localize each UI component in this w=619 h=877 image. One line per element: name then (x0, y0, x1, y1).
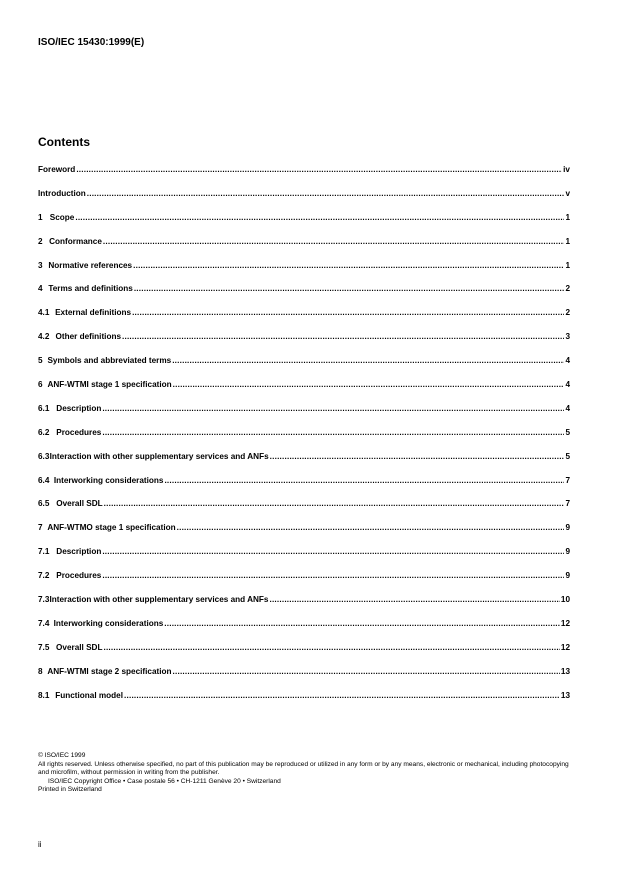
toc-dot-leader (75, 213, 564, 222)
toc-entry-page: 9 (565, 571, 570, 581)
toc-entry-number: 7.2 (38, 571, 50, 581)
toc-entry-page: 2 (565, 308, 570, 318)
toc-dot-leader (102, 571, 564, 580)
toc-entry-title: Description (56, 403, 102, 413)
toc-entry[interactable] (38, 523, 570, 547)
table-of-contents (38, 165, 570, 714)
toc-dot-leader (164, 619, 560, 628)
toc-entry-number: 8 (38, 666, 43, 676)
toc-dot-leader (173, 380, 565, 389)
copyright-line: © ISO/IEC 1999 (38, 752, 86, 759)
toc-entry-number: 6 (38, 380, 43, 390)
toc-entry[interactable] (38, 332, 570, 356)
toc-entry[interactable] (38, 619, 570, 643)
toc-entry[interactable] (38, 667, 570, 691)
toc-entry-page: 7 (565, 499, 570, 509)
toc-entry-page: 7 (565, 475, 570, 485)
toc-entry-page: 12 (560, 618, 570, 628)
toc-dot-leader (102, 428, 564, 437)
toc-entry[interactable] (38, 476, 570, 500)
toc-entry-page: 9 (565, 547, 570, 557)
toc-entry-title: Interworking considerations (53, 475, 164, 485)
toc-dot-leader (164, 476, 564, 485)
toc-entry[interactable] (38, 404, 570, 428)
contents-heading: Contents (38, 135, 90, 149)
toc-entry[interactable] (38, 428, 570, 452)
toc-dot-leader (102, 404, 564, 413)
toc-entry-title: Interaction with other supplementary services and ANFs (49, 451, 269, 461)
toc-entry-title: Overall SDL (56, 642, 103, 652)
toc-entry-page: 12 (560, 642, 570, 652)
toc-entry-title: Other definitions (55, 332, 121, 342)
toc-entry-number: 6.4 (38, 475, 50, 485)
toc-entry-title: Introduction (38, 188, 86, 198)
toc-dot-leader (103, 237, 565, 246)
toc-entry-page: 13 (560, 666, 570, 676)
toc-entry-page: 5 (565, 427, 570, 437)
toc-entry-page: v (565, 188, 570, 198)
toc-entry-number: 3 (38, 260, 43, 270)
toc-entry[interactable] (38, 356, 570, 380)
toc-entry-page: 1 (565, 260, 570, 270)
rights-notice: All rights reserved. Unless otherwise specified, no part of this publication may be reproduced or utilized in any form or by any means, electronic or mechanical, including photocopying and microfilm, without permission in writing from the publisher. (38, 760, 569, 777)
toc-entry-page: 3 (565, 332, 570, 342)
page-number: ii (38, 840, 42, 849)
toc-entry-title: Scope (49, 212, 75, 222)
toc-entry-number: 6.3 (38, 451, 50, 461)
toc-entry-title: Functional model (55, 690, 124, 700)
toc-entry-number: 4.1 (38, 308, 50, 318)
toc-entry-number: 4.2 (38, 332, 50, 342)
toc-dot-leader (269, 595, 559, 604)
toc-entry-number: 8.1 (38, 690, 50, 700)
toc-entry-page: iv (563, 165, 570, 174)
toc-entry[interactable] (38, 571, 570, 595)
toc-entry-page: 1 (565, 236, 570, 246)
toc-entry[interactable] (38, 308, 570, 332)
toc-entry-title: Procedures (56, 427, 102, 437)
toc-entry-title: External definitions (55, 308, 132, 318)
toc-entry-title: ANF-WTMO stage 1 specification (47, 523, 176, 533)
toc-dot-leader (76, 165, 562, 174)
toc-entry-title: Terms and definitions (48, 284, 133, 294)
toc-dot-leader (134, 284, 565, 293)
toc-entry-title: Symbols and abbreviated terms (47, 356, 172, 366)
toc-dot-leader (87, 189, 565, 198)
toc-dot-leader (124, 691, 560, 700)
toc-entry-page: 13 (560, 690, 570, 700)
toc-entry-title: Interworking considerations (53, 618, 164, 628)
toc-entry-title: Overall SDL (56, 499, 103, 509)
toc-entry[interactable] (38, 237, 570, 261)
copyright-office-address: ISO/IEC Copyright Office • Case postale 56 • CH-1211 Genève 20 • Switzerland (48, 777, 281, 785)
toc-entry-number: 7.5 (38, 642, 50, 652)
toc-entry[interactable] (38, 547, 570, 571)
toc-entry-title: Procedures (56, 571, 102, 581)
toc-entry-page: 9 (565, 523, 570, 533)
toc-entry[interactable] (38, 691, 570, 715)
toc-entry-number: 5 (38, 356, 43, 366)
toc-dot-leader (270, 452, 565, 461)
toc-dot-leader (177, 523, 565, 532)
toc-entry-number: 7.3 (38, 595, 50, 605)
toc-entry-title: Interaction with other supplementary services and ANFs (49, 595, 269, 605)
copyright-footer (38, 752, 578, 795)
toc-entry[interactable] (38, 643, 570, 667)
toc-entry[interactable] (38, 165, 570, 189)
toc-entry-page: 4 (565, 356, 570, 366)
toc-entry-page: 4 (565, 403, 570, 413)
toc-entry-number: 7.1 (38, 547, 50, 557)
document-id-header: ISO/IEC 15430:1999(E) (38, 37, 145, 48)
toc-entry-title: Description (56, 547, 102, 557)
toc-entry-number: 1 (38, 212, 43, 222)
toc-entry-page: 10 (560, 595, 570, 605)
toc-entry[interactable] (38, 595, 570, 619)
toc-dot-leader (104, 499, 565, 508)
toc-dot-leader (103, 643, 559, 652)
toc-entry[interactable] (38, 213, 570, 237)
toc-entry[interactable] (38, 189, 570, 213)
toc-entry-title: Conformance (49, 236, 102, 246)
toc-dot-leader (132, 308, 564, 317)
toc-entry[interactable] (38, 380, 570, 404)
toc-dot-leader (172, 356, 564, 365)
toc-entry[interactable] (38, 261, 570, 285)
toc-entry-number: 7.4 (38, 618, 50, 628)
toc-entry-title: Foreword (38, 165, 76, 174)
toc-entry-title: Normative references (48, 260, 133, 270)
toc-entry-title: ANF-WTMI stage 1 specification (47, 380, 172, 390)
toc-entry[interactable] (38, 499, 570, 523)
toc-entry-number: 6.5 (38, 499, 50, 509)
toc-entry-number: 7 (38, 523, 43, 533)
toc-dot-leader (173, 667, 560, 676)
toc-entry-page: 1 (565, 212, 570, 222)
toc-entry-page: 2 (565, 284, 570, 294)
toc-entry-number: 4 (38, 284, 43, 294)
toc-entry-page: 5 (565, 451, 570, 461)
toc-entry-title: ANF-WTMI stage 2 specification (47, 666, 172, 676)
toc-dot-leader (122, 332, 564, 341)
toc-entry[interactable] (38, 452, 570, 476)
toc-entry-number: 6.1 (38, 403, 50, 413)
toc-dot-leader (102, 547, 564, 556)
toc-entry-page: 4 (565, 380, 570, 390)
toc-entry-number: 2 (38, 236, 43, 246)
toc-entry[interactable] (38, 284, 570, 308)
toc-dot-leader (133, 261, 564, 270)
printed-in: Printed in Switzerland (38, 786, 102, 794)
toc-entry-number: 6.2 (38, 427, 50, 437)
